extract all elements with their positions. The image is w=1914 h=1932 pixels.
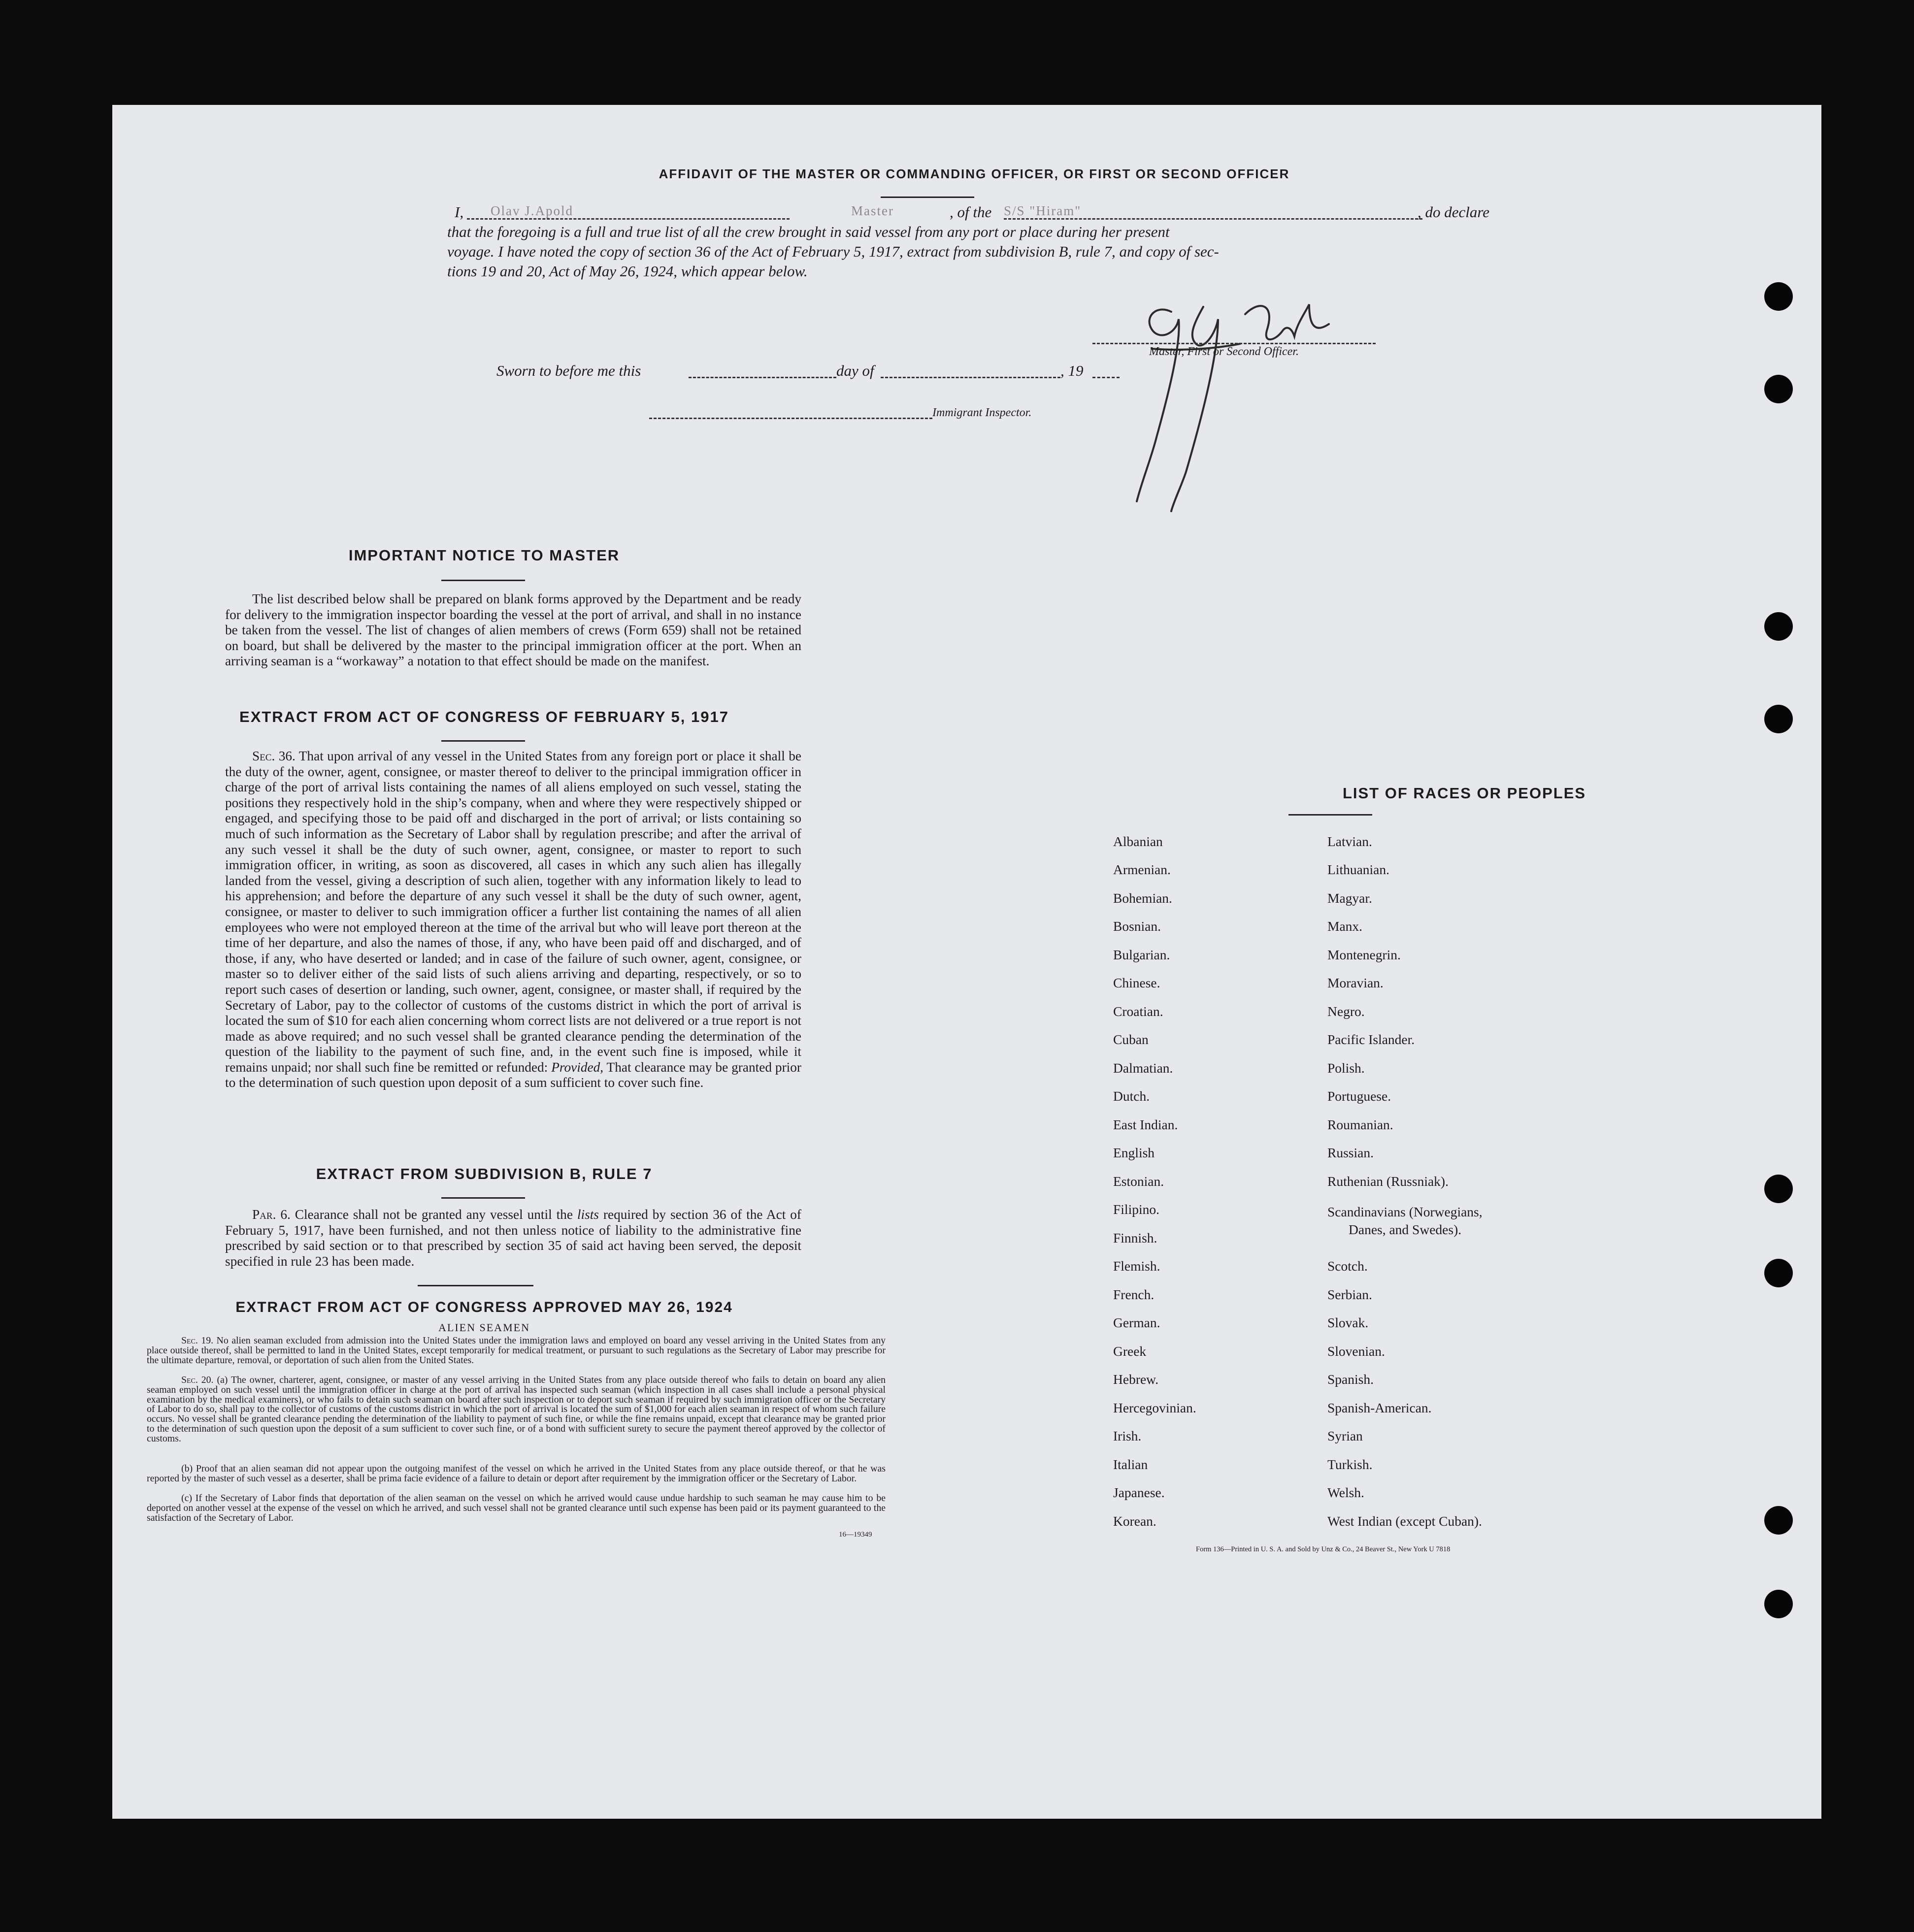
binder-hole xyxy=(1764,1259,1793,1287)
oath-line-2: that the foregoing is a full and true list of all the crew brought in said vessel from any port or place during her present xyxy=(447,223,1170,240)
race-right-item: Magyar. xyxy=(1327,890,1372,906)
race-left-item: Flemish. xyxy=(1113,1258,1160,1274)
race-right-item: Latvian. xyxy=(1327,834,1372,849)
sworn-month-line xyxy=(881,377,1060,378)
race-left-item: Dutch. xyxy=(1113,1088,1150,1104)
document-page xyxy=(112,105,1821,1819)
race-right-item: Slovak. xyxy=(1327,1315,1369,1330)
sworn-label: Sworn to before me this xyxy=(496,362,641,379)
race-left-item: French. xyxy=(1113,1287,1155,1302)
extract-1917-heading: EXTRACT FROM ACT OF CONGRESS OF FEBRUARY 5, 1917 xyxy=(239,708,729,725)
extract-1924-top-divider xyxy=(418,1285,533,1286)
race-right-item: Negro. xyxy=(1327,1004,1365,1019)
par-6-text-b: required by section 36 of the Act of February 5, 1917, have been furnished, and not then unless notice of liability to the administrative fine prescribed by said section or to that prescribed by section 35 of said act having been served, the deposit specified in rule 23 has been made. xyxy=(225,1207,802,1269)
race-left-item: Cuban xyxy=(1113,1032,1149,1047)
race-right-item: Moravian. xyxy=(1327,975,1384,990)
race-right-item: West Indian (except Cuban). xyxy=(1327,1513,1482,1529)
alien-seamen-subheading: ALIEN SEAMEN xyxy=(438,1321,530,1334)
sec-19-body: No alien seaman excluded from admission into the United States under the immigration laws and employed on board any vessel arriving in the United States from any place outside thereof, shall be permitted to land in the United States, except temporarily for medical treatment, or pursuant to such regulations as the Secretary of Labor may prescribe for the ultimate departure, removal, or deportation of such alien from the United States. xyxy=(147,1335,886,1366)
race-left-item: East Indian. xyxy=(1113,1117,1178,1132)
master-signature-line xyxy=(1092,343,1376,344)
race-left-item: Bosnian. xyxy=(1113,918,1161,934)
notice-text: The list described below shall be prepared on blank forms approved by the Department and be ready for delivery to the immigration inspector boarding the vessel at the port of arrival, and shall in no instance be taken from the vessel. The list of changes of alien members of crews (Form 659) shall not be retained on board, but shall be delivered by the master to the principal immigration officer at the port. When an arriving seaman is a “workaway” a notation to that effect should be made on the manifest. xyxy=(225,591,801,669)
subdivision-b-heading: EXTRACT FROM SUBDIVISION B, RULE 7 xyxy=(316,1165,653,1182)
signature-icon xyxy=(1097,295,1353,521)
extract-1917-text xyxy=(225,749,801,1091)
race-right-item: Scotch. xyxy=(1327,1258,1368,1274)
sec-20a-text xyxy=(147,1375,886,1444)
oath-line-3: voyage. I have noted the copy of section 36 of the Act of February 5, 1917, extract from subdivision B, rule 7, and copy of sec- xyxy=(447,243,1219,260)
sec-36-end: That clearance may be granted prior to the determination of such question upon deposit of a sum sufficient to cover such fine. xyxy=(225,1059,801,1090)
race-left-item: Estonian. xyxy=(1113,1174,1164,1189)
rank-field[interactable]: Master xyxy=(851,203,894,218)
race-right-item: Serbian. xyxy=(1327,1287,1372,1302)
sec-20a-body: (a) The owner, charterer, agent, consignee, or master of any vessel arriving in the United States from any place outside thereof who fails to detain on board any alien seaman employed on such vessel until the immigration officer in charge at the port of arrival has inspected such seaman (which inspection in all cases shall include a personal physical examination by the medical examiners), or who fails to detain such seaman on board after such inspection or to deport such seaman if required by such immigration officer or the Secretary of Labor to do so, shall pay to the collector of customs of the customs district in which the port of arrival is located the sum of $1,000 for each alien seaman in respect of whom such failure occurs. No vessel shall be granted clearance pending the determination of the liability to payment of such fine, or while the fine remains unpaid, except that clearance may be granted prior to the determination of such question upon the deposit of a sum sufficient to cover such fine, or of a bond with sufficient surety to secure the payment thereof approved by the collector of customs. xyxy=(147,1375,886,1444)
races-divider xyxy=(1288,814,1372,816)
race-right-item: Manx. xyxy=(1327,918,1363,934)
race-right-item: Syrian xyxy=(1327,1428,1363,1443)
notice-divider xyxy=(441,580,525,581)
binder-hole xyxy=(1764,282,1793,311)
race-left-item: German. xyxy=(1113,1315,1160,1330)
lists-word: lists xyxy=(577,1207,599,1222)
race-left-item: Chinese. xyxy=(1113,975,1160,990)
race-left-item: Greek xyxy=(1113,1343,1147,1359)
sec-19-label: Sec. 19. xyxy=(181,1335,214,1346)
sworn-year-line xyxy=(1092,377,1120,378)
race-right-item: Spanish-American. xyxy=(1327,1400,1432,1415)
binder-hole xyxy=(1764,1175,1793,1203)
race-left-item: Italian xyxy=(1113,1457,1148,1472)
inspector-signature-line xyxy=(649,418,932,419)
sec-19-text xyxy=(147,1336,886,1365)
binder-hole xyxy=(1764,612,1793,641)
race-left-item: Bulgarian. xyxy=(1113,947,1170,962)
inspector-caption: Immigrant Inspector. xyxy=(932,406,1032,419)
oath-do-declare: , do declare xyxy=(1418,203,1490,221)
race-right-item: Welsh. xyxy=(1327,1485,1364,1500)
binder-hole xyxy=(1764,375,1793,403)
sec-20-label: Sec. 20. xyxy=(181,1375,214,1385)
vessel-field[interactable]: S/S "Hiram" xyxy=(1004,203,1082,218)
year-label: , 19 xyxy=(1060,362,1084,379)
race-right-item: Polish. xyxy=(1327,1060,1365,1076)
race-left-item: English xyxy=(1113,1145,1155,1160)
race-left-item: Bohemian. xyxy=(1113,890,1172,906)
race-left-item: Armenian. xyxy=(1113,862,1171,877)
sec-20b-text: (b) Proof that an alien seaman did not appear upon the outgoing manifest of the vessel on which he arrived in the United States from any place outside thereof, or that he was reported by the master of such vessel as a deserter, shall be prima facie evidence of a failure to detain or deport after requirement by the immigration officer or the Secretary of Labor. xyxy=(147,1463,886,1484)
race-left-item: Croatian. xyxy=(1113,1004,1163,1019)
title-divider xyxy=(881,196,974,198)
sworn-day-line xyxy=(689,377,836,378)
race-right-item: Lithuanian. xyxy=(1327,862,1390,877)
race-left-item: Hercegovinian. xyxy=(1113,1400,1196,1415)
race-left-item: Finnish. xyxy=(1113,1230,1157,1245)
provided-label: Provided, xyxy=(551,1059,604,1075)
oath-line-4: tions 19 and 20, Act of May 26, 1924, which appear below. xyxy=(447,262,808,280)
par-6-label: Par. 6. xyxy=(252,1207,291,1222)
race-left-item: Albanian xyxy=(1113,834,1163,849)
subdivision-b-text xyxy=(225,1207,801,1269)
races-title: LIST OF RACES OR PEOPLES xyxy=(1342,785,1586,802)
notice-heading: IMPORTANT NOTICE TO MASTER xyxy=(348,547,620,564)
sec-36-label: Sec. 36. xyxy=(252,749,296,763)
race-right-continuation: Danes, and Swedes). xyxy=(1349,1222,1462,1237)
master-name-field[interactable]: Olav J.Apold xyxy=(491,203,573,218)
day-of-label: day of xyxy=(836,362,874,379)
print-code: 16—19349 xyxy=(839,1531,872,1539)
binder-hole xyxy=(1764,1590,1793,1618)
race-right-item: Spanish. xyxy=(1327,1372,1374,1387)
subdivision-b-divider xyxy=(441,1197,525,1199)
race-left-item: Filipino. xyxy=(1113,1202,1159,1217)
race-right-item: Scandinavians (Norwegians, xyxy=(1327,1204,1483,1219)
race-right-item: Pacific Islander. xyxy=(1327,1032,1415,1047)
binder-hole xyxy=(1764,1506,1793,1535)
race-left-item: Japanese. xyxy=(1113,1485,1165,1500)
affidavit-title: AFFIDAVIT OF THE MASTER OR COMMANDING OFFICER, OR FIRST OR SECOND OFFICER xyxy=(659,166,1290,181)
race-right-item: Portuguese. xyxy=(1327,1088,1391,1104)
race-right-item: Ruthenian (Russniak). xyxy=(1327,1174,1449,1189)
race-left-item: Dalmatian. xyxy=(1113,1060,1173,1076)
sec-36-text: That upon arrival of any vessel in the United States from any foreign port or place it shall be the duty of the owner, agent, consignee, or master thereof to deliver to the principal immigration officer in charge of the port of arrival lists containing the names of all aliens employed on such vessel, stating the positions they respectively hold in the ship’s company, when and where they were respectively shipped or engaged, and specifying those to be paid off and discharged in the port of arrival; or lists containing so much of such information as the Secretary of Labor shall by regulation prescribe; and after the arrival of any such vessel it shall be the duty of such owner, agent, consignee, or master to report to such immigration officer, in writing, as soon as discovered, all cases in which any such alien has illegally landed from the vessel, giving a description of such alien, together with any information likely to lead to his apprehension; and before the departure of any such vessel it shall be the duty of such owner, agent, consignee, or master to deliver to such immigration officer a further list containing the names of all alien employees who were not employed thereon at the time of the arrival but who will leave port thereon at the time of her departure, and also the names of those, if any, who have been paid off and discharged, and of those, if any, who have deserted or landed; and in case of the failure of such owner, agent, consignee, or master so to deliver either of the said lists of such aliens arriving and departing, respectively, or so to report such cases of desertion or landing, such owner, agent, consignee, or master shall, if required by the Secretary of Labor, pay to the collector of customs of the customs district in which the port of arrival is located the sum of $10 for each alien concerning whom correct lists are not delivered or a true report is not made as above required; and no such vessel shall be granted clearance pending the determination of the question of the liability to the payment of such fine, and, in the event such fine is imposed, while it remains unpaid; nor shall such fine be remitted or refunded: xyxy=(225,749,801,1075)
race-right-item: Russian. xyxy=(1327,1145,1374,1160)
race-right-item: Turkish. xyxy=(1327,1457,1373,1472)
par-6-text-a: Clearance shall not be granted any vessel until the xyxy=(295,1207,573,1222)
race-right-item: Montenegrin. xyxy=(1327,947,1401,962)
oath-of-the: , of the xyxy=(950,203,992,221)
race-right-item: Roumanian. xyxy=(1327,1117,1393,1132)
extract-1924-heading: EXTRACT FROM ACT OF CONGRESS APPROVED MAY 26, 1924 xyxy=(235,1299,733,1315)
race-right-item: Slovenian. xyxy=(1327,1343,1385,1359)
binder-hole xyxy=(1764,705,1793,733)
sec-20c-text: (c) If the Secretary of Labor finds that deportation of the alien seaman on the vessel on which he arrived would cause undue hardship to such seaman he may cause him to be deported on another vessel at the expense of the vessel on which he arrived, and such vessel shall not be granted clearance until such expense has been paid or its payment guaranteed to the satisfaction of the Secretary of Labor. xyxy=(147,1493,886,1523)
extract-1917-divider xyxy=(441,740,525,742)
race-left-item: Korean. xyxy=(1113,1513,1156,1529)
race-left-item: Irish. xyxy=(1113,1428,1142,1443)
race-left-item: Hebrew. xyxy=(1113,1372,1159,1387)
oath-i-label: I, xyxy=(455,203,464,221)
form-footer: Form 136—Printed in U. S. A. and Sold by Unz & Co., 24 Beaver St., New York U 7818 xyxy=(1196,1545,1451,1553)
master-caption: Master, First or Second Officer. xyxy=(1149,345,1299,358)
